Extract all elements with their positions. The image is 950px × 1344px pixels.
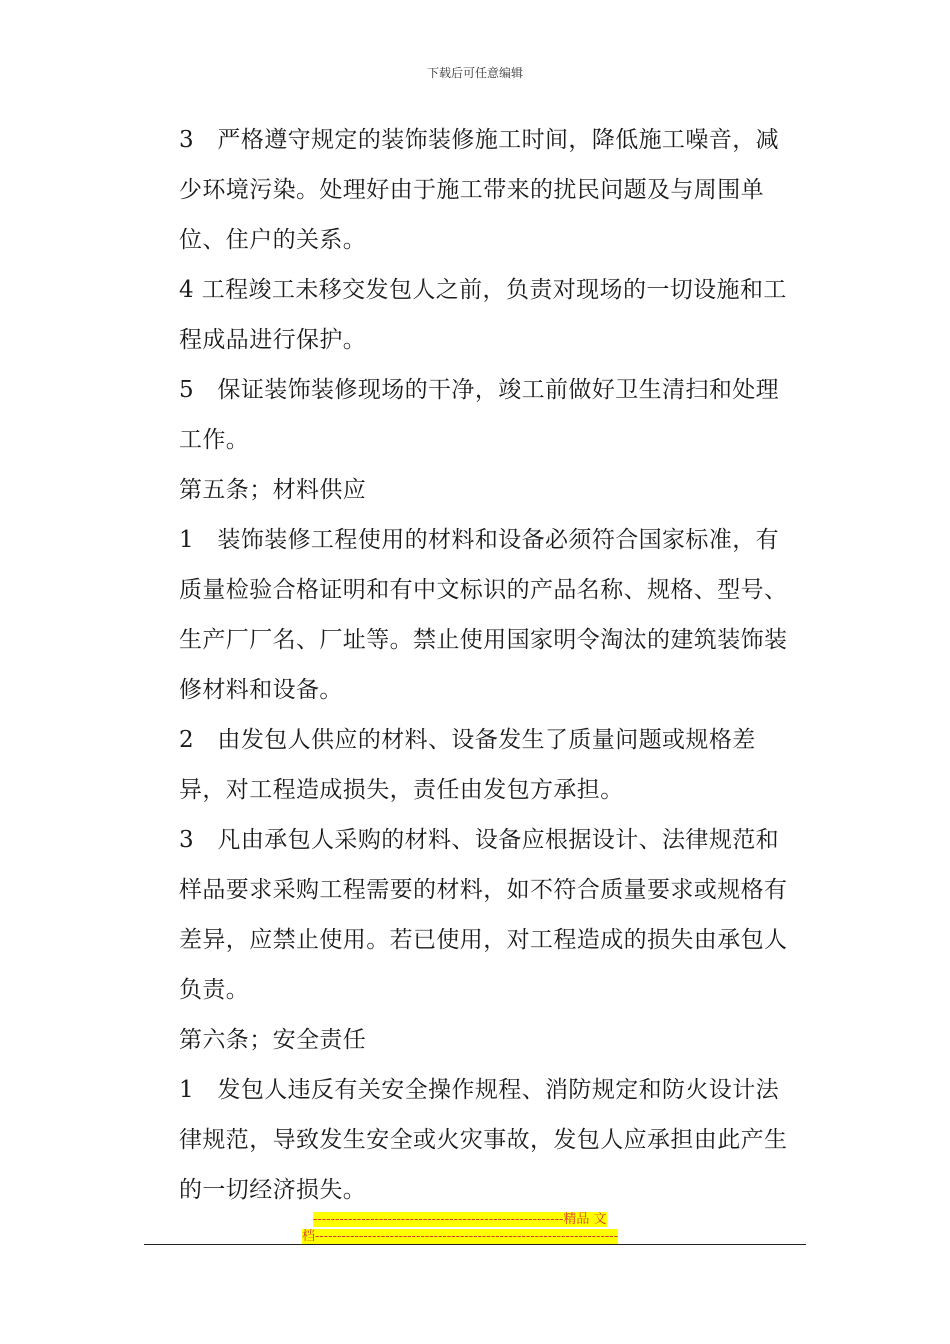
paragraph-materials-1: 1 装饰装修工程使用的材料和设备必须符合国家标准，有质量检验合格证明和有中文标识的产品名称、规格、型号、生产厂厂名、厂址等。禁止使用国家明令淘汰的建筑装饰装修材料和设备。 <box>179 527 788 703</box>
footer-line-1-text: ---------------------------------------------------------精品 文 <box>313 1212 607 1227</box>
paragraph-clause-5: 5 保证装饰装修现场的干净，竣工前做好卫生清扫和处理工作。 <box>179 377 780 453</box>
section-heading-article-5: 第五条；材料供应 <box>179 477 367 503</box>
document-body <box>179 115 795 1215</box>
footer-line-2-text: 档--------------------------------------------------------------------- <box>302 1229 619 1244</box>
page-header-note: 下载后可任意编辑 <box>426 66 523 80</box>
footer-line-1 <box>302 1211 652 1228</box>
paragraph-materials-3: 3 凡由承包人采购的材料、设备应根据设计、法律规范和样品要求采购工程需要的材料，如不符合质量要求或规格有差异，应禁止使用。若已使用，对工程造成的损失由承包人负责。 <box>179 827 788 1003</box>
paragraph-clause-4: 4 工程竣工未移交发包人之前，负责对现场的一切设施和工程成品进行保护。 <box>179 277 787 353</box>
paragraph-safety-1: 1 发包人违反有关安全操作规程、消防规定和防火设计法律规范，导致发生安全或火灾事故，发包人应承担由此产生的一切经济损失。 <box>179 1077 788 1203</box>
footer-watermark <box>302 1211 652 1245</box>
paragraph-materials-2: 2 由发包人供应的材料、设备发生了质量问题或规格差异，对工程造成损失，责任由发包方承担。 <box>179 727 756 803</box>
footer-divider <box>144 1244 806 1245</box>
section-heading-article-6: 第六条；安全责任 <box>179 1027 367 1053</box>
paragraph-clause-3: 3 严格遵守规定的装饰装修施工时间，降低施工噪音，减少环境污染。处理好由于施工带来的扰民问题及与周围单位、住户的关系。 <box>179 127 780 253</box>
footer-line-2 <box>302 1228 652 1245</box>
